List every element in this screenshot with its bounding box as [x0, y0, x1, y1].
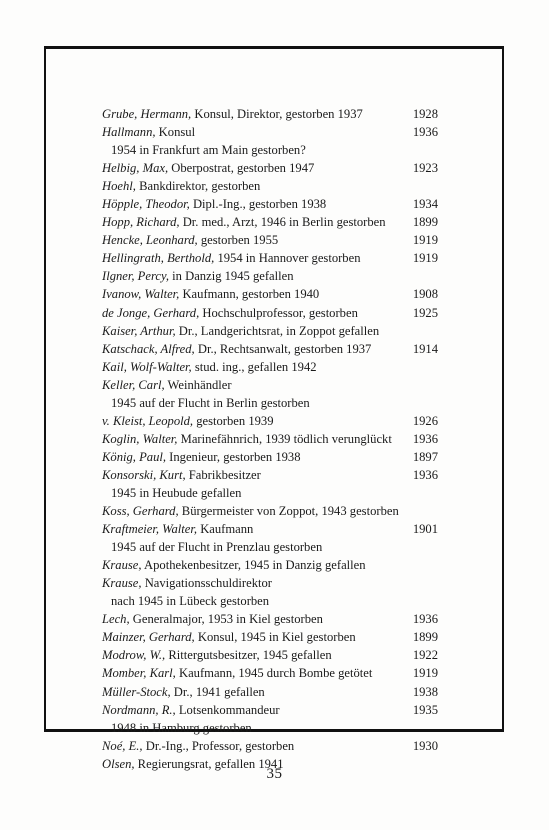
page-number: 35	[266, 766, 283, 782]
entry-name: Katschack, Alfred,	[102, 341, 195, 356]
list-item	[102, 737, 438, 755]
entry-name: Ivanow, Walter,	[102, 287, 180, 302]
entry-year: 1930	[412, 738, 438, 753]
list-item	[102, 123, 438, 141]
entry-name: Hencke, Leonhard,	[102, 233, 198, 248]
list-item	[102, 719, 438, 737]
list-item	[102, 701, 438, 719]
entry-name: Momber, Karl,	[102, 666, 176, 681]
entry-details: 1948 in Hamburg gestorben	[111, 720, 252, 735]
entry-text	[102, 195, 326, 213]
entry-text	[102, 376, 232, 394]
entry-details: Konsul, 1945 in Kiel gestorben	[194, 630, 356, 645]
entry-details: Apothekenbesitzer, 1945 in Danzig gefallen	[141, 558, 366, 573]
entry-name: Konsorski, Kurt,	[102, 467, 186, 482]
list-item	[102, 304, 438, 322]
entry-text	[102, 520, 253, 538]
list-item	[102, 213, 438, 231]
list-item	[102, 267, 438, 285]
entry-text	[102, 664, 372, 682]
entry-details: 1945 auf der Flucht in Prenzlau gestorben	[111, 540, 323, 555]
entry-year: 1925	[412, 305, 438, 320]
entry-year: 1897	[412, 449, 438, 464]
entry-name: Höpple, Theodor,	[102, 197, 190, 212]
entry-details: Kaufmann, 1945 durch Bombe getötet	[175, 666, 373, 681]
entry-year: 1901	[412, 522, 438, 537]
entry-name: Noé, E.,	[102, 738, 143, 753]
entry-text	[102, 141, 306, 159]
entry-text	[102, 340, 371, 358]
entry-text	[102, 105, 363, 123]
list-item	[102, 159, 438, 177]
entry-details: Hochschulprofessor, gestorben	[199, 305, 358, 320]
entry-year: 1908	[412, 287, 438, 302]
entry-text	[102, 538, 322, 556]
entry-name: Krause,	[102, 576, 142, 591]
entry-details: Dr., Landgerichtsrat, in Zoppot gefallen	[175, 323, 380, 338]
list-item	[102, 195, 438, 213]
entry-year: 1899	[412, 630, 438, 645]
list-item	[102, 394, 438, 412]
entry-text	[102, 628, 356, 646]
entry-year: 1914	[412, 341, 438, 356]
list-item	[102, 574, 438, 592]
entry-year: 1899	[412, 215, 438, 230]
entry-year: 1926	[412, 413, 438, 428]
entry-name: Lech,	[102, 612, 130, 627]
entry-details: stud. ing., gefallen 1942	[191, 359, 317, 374]
entry-year: 1936	[412, 431, 438, 446]
entry-details: Bankdirektor, gestorben	[135, 179, 261, 194]
entry-text	[102, 466, 261, 484]
entry-year: 1938	[412, 684, 438, 699]
list-item	[102, 358, 438, 376]
list-item	[102, 322, 438, 340]
entry-text	[102, 249, 361, 267]
entry-year: 1922	[412, 648, 438, 663]
entry-name: Koss, Gerhard,	[102, 504, 179, 519]
entry-details: 1954 in Frankfurt am Main gestorben?	[111, 143, 306, 158]
entry-name: Hopp, Richard,	[102, 215, 180, 230]
entry-text	[102, 646, 332, 664]
list-item	[102, 664, 438, 682]
entry-name: v. Kleist, Leopold,	[102, 413, 194, 428]
entry-text	[102, 322, 379, 340]
entry-name: Grube, Hermann,	[102, 107, 192, 121]
entry-year: 1936	[412, 467, 438, 482]
entry-text	[102, 358, 317, 376]
entry-name: Müller-Stock,	[102, 684, 171, 699]
entry-details: gestorben 1955	[197, 233, 279, 248]
entry-year: 1928	[412, 107, 438, 121]
entry-details: Bürgermeister von Zoppot, 1943 gestorben	[178, 504, 399, 519]
list-item	[102, 340, 438, 358]
list-item	[102, 610, 438, 628]
entry-text	[102, 737, 294, 755]
entry-text	[102, 213, 386, 231]
entry-text	[102, 177, 260, 195]
entry-details: Dr. med., Arzt, 1946 in Berlin gestorben	[179, 215, 386, 230]
list-item	[102, 683, 438, 701]
list-item	[102, 520, 438, 538]
entry-details: Kaufmann, gestorben 1940	[179, 287, 320, 302]
entry-details: Dr.-Ing., Professor, gestorben	[142, 738, 295, 753]
entry-text	[102, 448, 301, 466]
entry-name: Olsen,	[102, 756, 135, 771]
entry-details: gestorben 1939	[193, 413, 274, 428]
entry-year: 1936	[412, 125, 438, 140]
entry-text	[102, 701, 280, 719]
entry-year: 1919	[412, 251, 438, 266]
entry-year: 1919	[412, 666, 438, 681]
list-item	[102, 646, 438, 664]
entry-details: Rittergutsbesitzer, 1945 gefallen	[165, 648, 332, 663]
entry-name: Modrow, W.,	[102, 648, 166, 663]
entry-text	[102, 394, 310, 412]
list-item	[102, 177, 438, 195]
list-item	[102, 538, 438, 556]
entry-details: Kaufmann	[197, 522, 254, 537]
list-item	[102, 285, 438, 303]
entry-details: 1954 in Hannover gestorben	[214, 251, 361, 266]
entry-year: 1923	[412, 161, 438, 176]
entry-name: de Jonge, Gerhard,	[102, 305, 200, 320]
list-item	[102, 448, 438, 466]
entry-name: Hellingrath, Berthold,	[102, 251, 215, 266]
list-item	[102, 430, 438, 448]
entry-name: Kail, Wolf-Walter,	[102, 359, 192, 374]
entry-text	[102, 592, 269, 610]
entry-text	[102, 484, 241, 502]
entry-text	[102, 683, 265, 701]
list-item	[102, 231, 438, 249]
entry-details: Ingenieur, gestorben 1938	[166, 449, 301, 464]
entry-text	[102, 304, 358, 322]
entry-text	[102, 285, 319, 303]
member-list	[102, 105, 438, 773]
entry-text	[102, 231, 278, 249]
entry-details: Dr., 1941 gefallen	[170, 684, 265, 699]
entry-details: Lotsenkommandeur	[175, 702, 280, 717]
list-item	[102, 556, 438, 574]
entry-year: 1935	[412, 702, 438, 717]
entry-text	[102, 412, 274, 430]
entry-name: Hallmann,	[102, 125, 156, 140]
list-item	[102, 412, 438, 430]
entry-year: 1919	[412, 233, 438, 248]
entry-details: Navigationsschuldirektor	[141, 576, 273, 591]
entry-text	[102, 123, 195, 141]
entry-text	[102, 574, 272, 592]
entry-name: König, Paul,	[102, 449, 167, 464]
list-item	[102, 502, 438, 520]
entry-name: Ilgner, Percy,	[102, 269, 170, 284]
list-item	[102, 628, 438, 646]
entry-details: Generalmajor, 1953 in Kiel gestorben	[129, 612, 323, 627]
entry-year: 1934	[412, 197, 438, 212]
entry-details: Regierungsrat, gefallen 1941	[134, 756, 284, 771]
entry-text	[102, 267, 294, 285]
entry-text	[102, 556, 366, 574]
list-item	[102, 141, 438, 159]
list-item	[102, 466, 438, 484]
entry-details: Dr., Rechtsanwalt, gestorben 1937	[194, 341, 372, 356]
entry-details: Oberpostrat, gestorben 1947	[168, 161, 315, 176]
entry-details: Weinhändler	[164, 377, 232, 392]
list-item	[102, 592, 438, 610]
list-item	[102, 105, 438, 123]
entry-name: Koglin, Walter,	[102, 431, 178, 446]
entry-text	[102, 430, 392, 448]
entry-year: 1936	[412, 612, 438, 627]
entry-name: Kraftmeier, Walter,	[102, 522, 198, 537]
entry-details: in Danzig 1945 gefallen	[169, 269, 294, 284]
entry-details: Marinefähnrich, 1939 tödlich verunglückt	[177, 431, 392, 446]
entry-name: Kaiser, Arthur,	[102, 323, 176, 338]
entry-details: Konsul, Direktor, gestorben 1937	[191, 107, 363, 121]
entry-details: 1945 in Heubude gefallen	[111, 485, 242, 500]
entry-name: Krause,	[102, 558, 142, 573]
entry-details: nach 1945 in Lübeck gestorben	[111, 594, 270, 609]
entry-text	[102, 719, 252, 737]
entry-name: Hoehl,	[102, 179, 136, 194]
entry-text	[102, 610, 323, 628]
entry-details: Dipl.-Ing., gestorben 1938	[189, 197, 327, 212]
entry-name: Helbig, Max,	[102, 161, 169, 176]
entry-text	[102, 502, 399, 520]
list-item	[102, 376, 438, 394]
list-item	[102, 249, 438, 267]
list-item	[102, 484, 438, 502]
entry-text	[102, 159, 314, 177]
entry-details: Konsul	[155, 125, 196, 140]
entry-details: 1945 auf der Flucht in Berlin gestorben	[111, 395, 310, 410]
entry-name: Nordmann, R.,	[102, 702, 176, 717]
entry-name: Mainzer, Gerhard,	[102, 630, 195, 645]
entry-details: Fabrikbesitzer	[185, 467, 261, 482]
entry-name: Keller, Carl,	[102, 377, 165, 392]
